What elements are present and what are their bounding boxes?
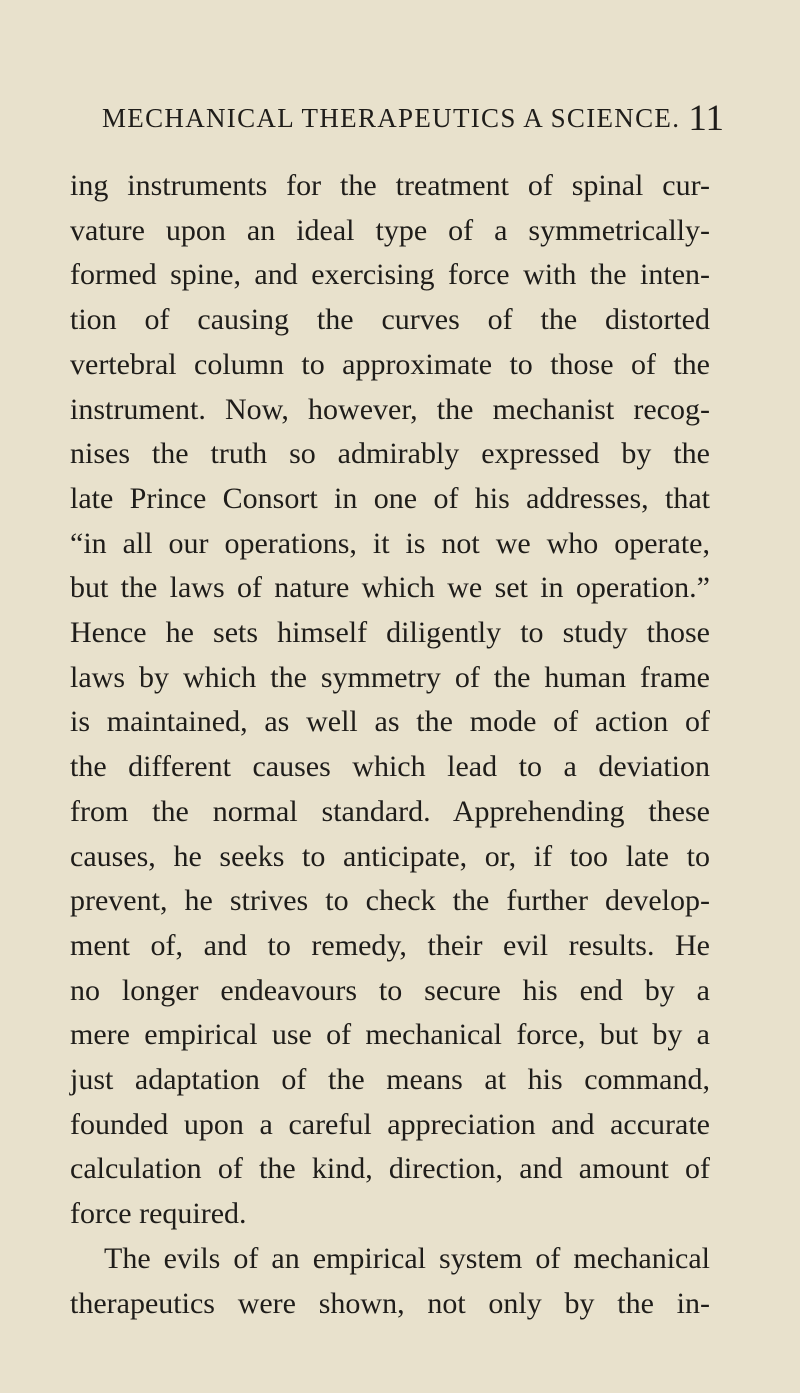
text-line: ment of, and to remedy, their evil results. He [70, 928, 710, 962]
paragraph-end-line: force required. [70, 1197, 247, 1231]
text-line: mere empirical use of mechanical force, but by a [70, 1018, 710, 1052]
paragraph-start-line: The evils of an empirical system of mechanical [104, 1241, 710, 1275]
page-number: 11 [688, 98, 724, 139]
text-line: instrument. Now, however, the mechanist recog- [70, 392, 710, 426]
text-line: causes, he seeks to anticipate, or, if too late to [70, 839, 710, 873]
text-line: ing instruments for the treatment of spinal cur- [70, 169, 710, 202]
text-line: founded upon a careful appreciation and accurate [70, 1107, 710, 1141]
text-line: just adaptation of the means at his command, [70, 1063, 710, 1097]
text-line: prevent, he strives to check the further develop- [70, 884, 710, 918]
running-head [102, 98, 724, 143]
text-line: nises the truth so admirably expressed by the [70, 437, 710, 471]
text-line: vertebral column to approximate to those of the [70, 347, 710, 381]
text-line: “in all our operations, it is not we who operate, [70, 526, 710, 560]
text-line: formed spine, and exercising force with the inten- [70, 258, 710, 292]
running-title: MECHANICAL THERAPEUTICS A SCIENCE. [102, 103, 681, 133]
text-line: no longer endeavours to secure his end by a [70, 973, 710, 1007]
text-line: from the normal standard. Apprehending these [70, 794, 710, 828]
text-line: late Prince Consort in one of his addresses, that [70, 481, 710, 515]
text-line: laws by which the symmetry of the human frame [70, 660, 710, 694]
body-text [70, 164, 710, 1326]
text-line: vature upon an ideal type of a symmetrically- [70, 213, 710, 247]
text-line: Hence he sets himself diligently to study those [70, 616, 710, 650]
text-line: is maintained, as well as the mode of action of [70, 705, 710, 739]
text-line: tion of causing the curves of the distorted [70, 303, 710, 337]
text-line: therapeutics were shown, not only by the in- [70, 1286, 710, 1320]
text-line: but the laws of nature which we set in operation.” [70, 571, 710, 605]
text-line: calculation of the kind, direction, and amount of [70, 1152, 710, 1186]
text-line: the different causes which lead to a deviation [70, 750, 710, 784]
